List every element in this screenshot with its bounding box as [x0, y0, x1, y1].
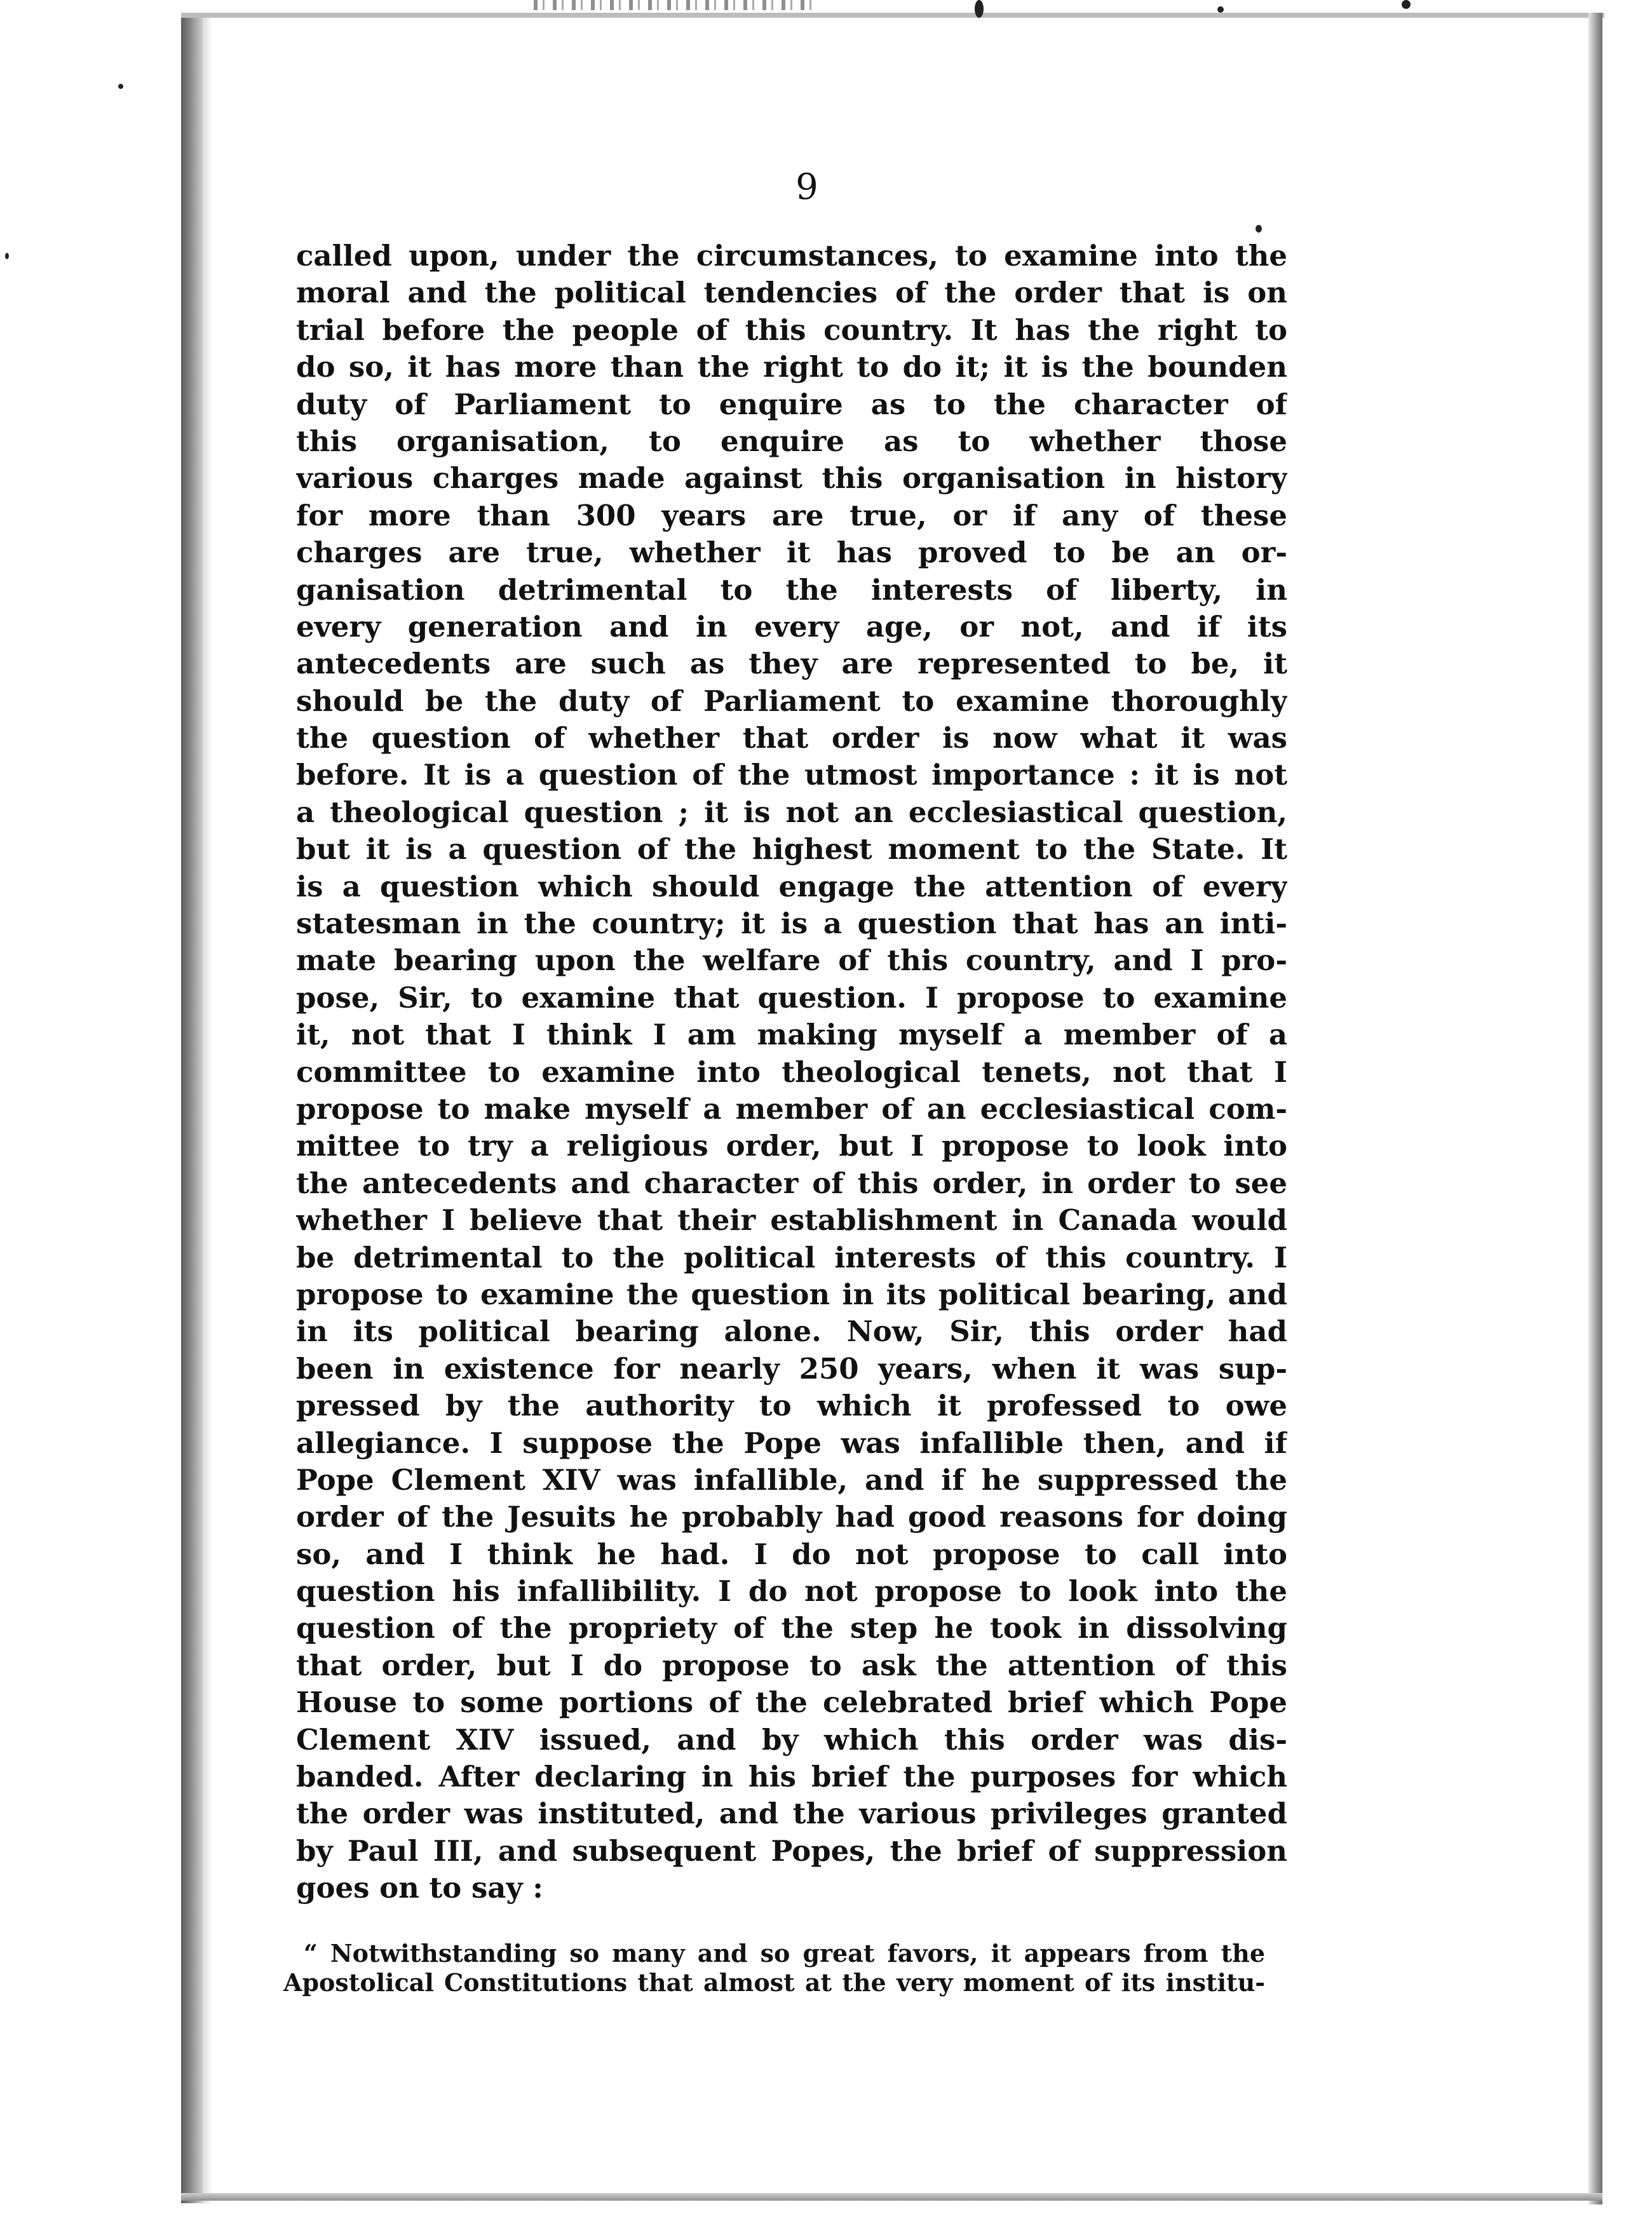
body-line: the question of whether that order is now what it was [296, 721, 1287, 755]
body-line: mittee to try a religious order, but I propose to look into [296, 1129, 1287, 1163]
body-line: allegiance. I suppose the Pope was infallible then, and if [296, 1426, 1287, 1460]
quote-line: “ Notwithstanding so many and so great favors, it appears from the [304, 1939, 1265, 1968]
body-line: moral and the political tendencies of the order that is on [296, 276, 1287, 310]
right-page-edge [1588, 13, 1602, 2204]
body-line: but it is a question of the highest moment to the State. It [296, 832, 1287, 867]
body-line: question of the propriety of the step he took in dissolving [296, 1611, 1287, 1645]
scan-speck [5, 253, 9, 259]
body-line: House to some portions of the celebrated brief which Pope [296, 1685, 1287, 1720]
body-line: a theological question ; it is not an ecclesiastical question, [296, 795, 1287, 829]
body-line: trial before the people of this country. It has the right to [296, 313, 1287, 347]
body-line: order of the Jesuits he probably had good reasons for doing [296, 1500, 1287, 1534]
binding-shadow [181, 18, 203, 2203]
body-line: question his infallibility. I do not propose to look into the [296, 1574, 1287, 1609]
body-line: the antecedents and character of this order, in order to see [296, 1166, 1287, 1200]
scan-noise [534, 0, 813, 10]
top-page-edge [181, 13, 1604, 18]
body-line: do so, it has more than the right to do it; it is the bounden [296, 350, 1287, 384]
body-line: various charges made against this organisation in history [296, 461, 1287, 496]
body-line: Pope Clement XIV was infallible, and if he suppressed the [296, 1462, 1287, 1497]
scan-speck [975, 0, 984, 18]
scan-speck [118, 84, 123, 89]
body-line: called upon, under the circumstances, to examine into the [296, 239, 1287, 273]
scan-speck [1256, 225, 1262, 233]
body-line: so, and I think he had. I do not propose to call into [296, 1537, 1287, 1571]
body-line: committee to examine into theological tenets, not that I [296, 1055, 1287, 1089]
body-line: should be the duty of Parliament to examine thoroughly [296, 684, 1287, 718]
body-line: pose, Sir, to examine that question. I propose to examine [296, 980, 1287, 1015]
body-line: before. It is a question of the utmost importance : it is not [296, 758, 1287, 792]
body-line: the order was instituted, and the various privileges granted [296, 1797, 1287, 1831]
body-text [296, 238, 1287, 1907]
body-line: be detrimental to the political interests of this country. I [296, 1240, 1287, 1274]
body-line: duty of Parliament to enquire as to the character of [296, 387, 1287, 421]
body-line: ganisation detrimental to the interests of liberty, in [296, 572, 1287, 607]
scan-speck [1402, 0, 1411, 9]
body-line: by Paul III, and subsequent Popes, the brief of suppression [296, 1833, 1287, 1868]
quote-line: Apostolical Constitutions that almost at the very moment of its institu- [283, 1968, 1265, 1997]
block-quote [283, 1939, 1265, 1997]
scan-speck [1217, 6, 1224, 13]
page-number: 9 [796, 166, 818, 208]
body-line: been in existence for nearly 250 years, when it was sup- [296, 1351, 1287, 1386]
binding-edge [203, 18, 213, 2203]
body-line: is a question which should engage the attention of every [296, 869, 1287, 903]
body-line: charges are true, whether it has proved to be an or- [296, 536, 1287, 570]
body-line: goes on to say : [296, 1871, 543, 1905]
body-line: whether I believe that their establishment in Canada would [296, 1203, 1287, 1238]
body-line: every generation and in every age, or not, and if its [296, 609, 1287, 644]
body-line: propose to examine the question in its political bearing, and [296, 1277, 1287, 1311]
body-line: propose to make myself a member of an ecclesiastical com- [296, 1091, 1287, 1126]
body-line: Clement XIV issued, and by which this order was dis- [296, 1722, 1287, 1757]
body-line: this organisation, to enquire as to whether those [296, 424, 1287, 458]
body-line: statesman in the country; it is a question that has an inti- [296, 907, 1287, 941]
body-line: pressed by the authority to which it professed to owe [296, 1389, 1287, 1423]
body-line: antecedents are such as they are represented to be, it [296, 647, 1287, 681]
body-line: in its political bearing alone. Now, Sir, this order had [296, 1314, 1287, 1349]
body-line: banded. After declaring in his brief the purposes for which [296, 1760, 1287, 1794]
body-line: for more than 300 years are true, or if any of these [296, 498, 1287, 532]
left-margin [0, 0, 181, 2221]
body-line: mate bearing upon the welfare of this country, and I pro- [296, 943, 1287, 978]
body-line: it, not that I think I am making myself a member of a [296, 1018, 1287, 1052]
bottom-page-edge [181, 2193, 1602, 2201]
body-line: that order, but I do propose to ask the attention of this [296, 1648, 1287, 1682]
